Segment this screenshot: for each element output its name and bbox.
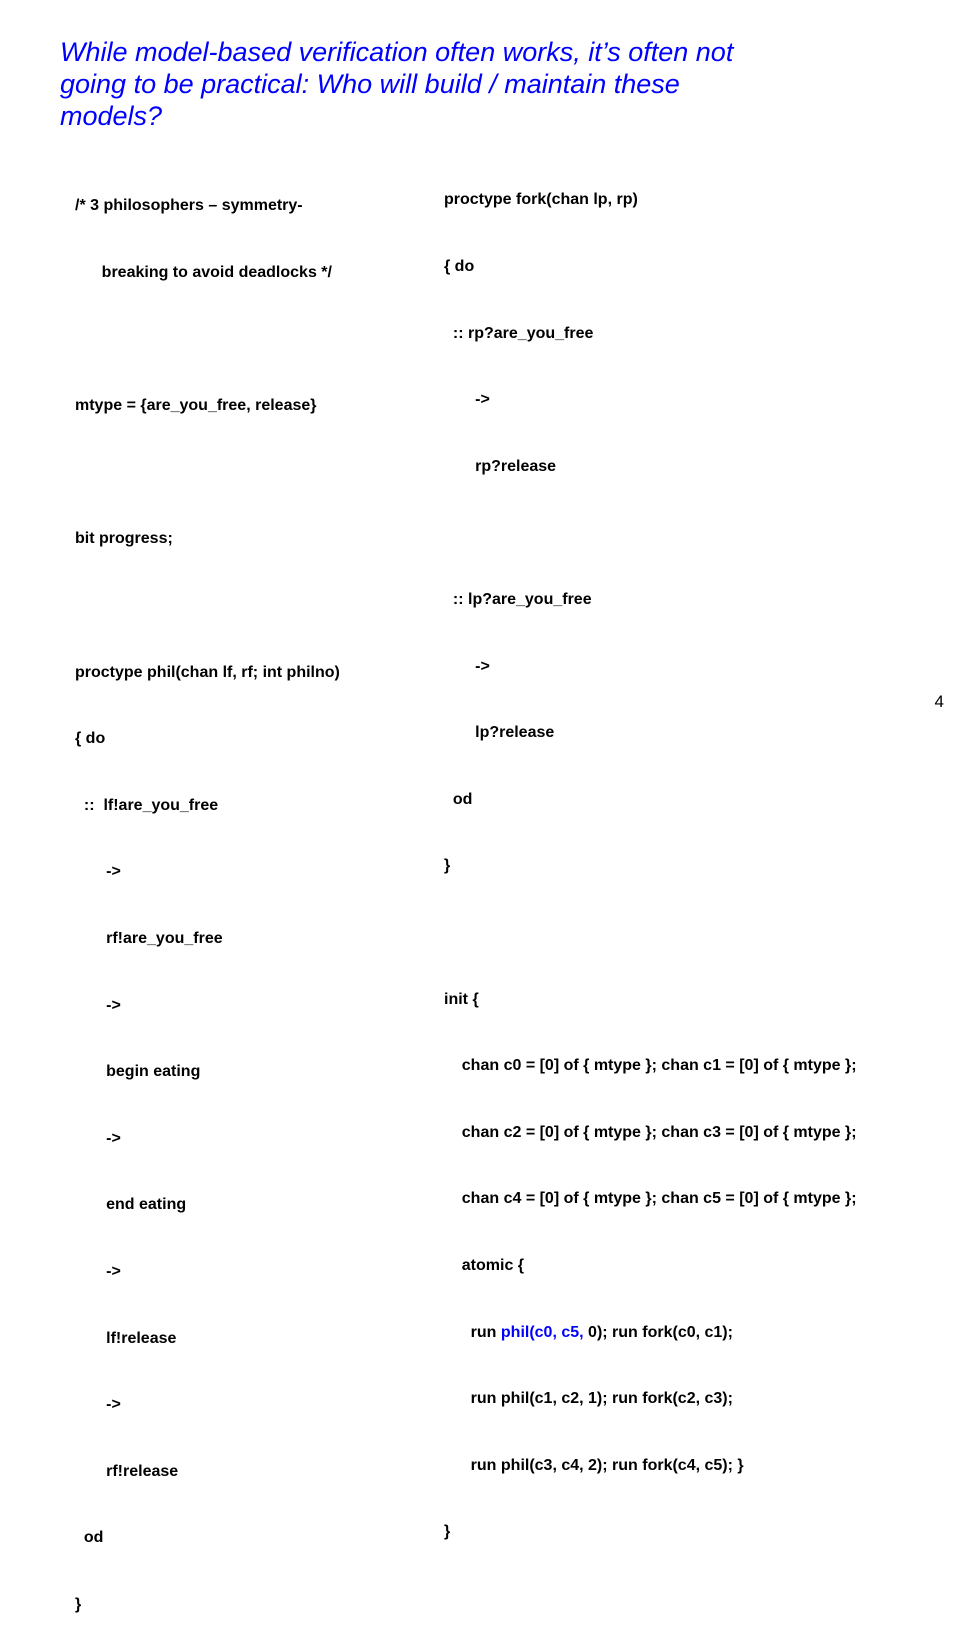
title-line-3: models?	[60, 101, 163, 131]
code-line: :: lf!are_you_free	[75, 796, 219, 814]
code-line: ->	[75, 996, 121, 1014]
code-line: begin eating	[75, 1063, 201, 1081]
title-line-2: going to be practical: Who will build / maintain these	[60, 69, 680, 99]
code-line: }	[444, 1523, 451, 1541]
title-line-1: While model-based verification often works, it’s often not	[60, 37, 734, 67]
code-suffix: 0); run fork(c0, c1);	[583, 1323, 733, 1341]
page-number: 4	[934, 692, 944, 711]
code-line: breaking to avoid deadlocks */	[75, 264, 332, 281]
code-line: rf!are_you_free	[75, 929, 223, 947]
code-line: :: rp?are_you_free	[444, 324, 594, 342]
code-line: ->	[75, 1396, 121, 1414]
code-line	[75, 329, 340, 351]
code-line: ->	[75, 863, 121, 881]
code-line: }	[444, 857, 451, 875]
code-line: rf!release	[75, 1462, 179, 1480]
code-line-highlighted	[444, 1322, 857, 1344]
code-line: /* 3 philosophers – symmetry-	[75, 197, 303, 215]
code-line: run phil(c3, c4, 2); run fork(c4, c5); }	[444, 1456, 744, 1474]
code-line: proctype fork(chan lp, rp)	[444, 191, 638, 209]
slide-title	[60, 36, 920, 132]
code-line	[444, 922, 857, 944]
code-line: rp?release	[444, 457, 557, 475]
code-line: }	[75, 1595, 82, 1613]
code-line: atomic {	[444, 1256, 525, 1274]
code-line: bit progress;	[75, 530, 173, 548]
code-line: :: lp?are_you_free	[444, 590, 592, 608]
code-line: end eating	[75, 1196, 187, 1214]
code-line: chan c2 = [0] of { mtype }; chan c3 = [0] of { mtype };	[444, 1123, 857, 1141]
fork-init-code-block	[444, 145, 857, 1566]
code-line	[444, 522, 857, 544]
code-line: chan c4 = [0] of { mtype }; chan c5 = [0] of { mtype };	[444, 1190, 857, 1208]
code-line: chan c0 = [0] of { mtype }; chan c1 = [0] of { mtype };	[444, 1057, 857, 1075]
code-line: { do	[75, 730, 106, 748]
code-line: ->	[444, 391, 490, 409]
code-line: mtype = {are_you_free, release}	[75, 397, 317, 415]
code-line: ->	[444, 657, 490, 675]
code-line: ->	[75, 1129, 121, 1147]
code-line: proctype phil(chan lf, rf; int philno)	[75, 663, 340, 681]
code-line: lp?release	[444, 724, 555, 742]
phil-code-block	[75, 151, 340, 1638]
code-line	[75, 595, 340, 617]
code-line	[75, 462, 340, 484]
code-line: run phil(c1, c2, 1); run fork(c2, c3);	[444, 1390, 733, 1408]
code-line: od	[75, 1529, 104, 1547]
code-line: od	[444, 790, 473, 808]
code-prefix: run	[444, 1323, 501, 1341]
code-line: init {	[444, 990, 479, 1008]
code-line: lf!release	[75, 1329, 177, 1347]
code-line: ->	[75, 1262, 121, 1280]
highlighted-code: phil(c0, c5,	[500, 1323, 584, 1341]
code-line: { do	[444, 258, 475, 275]
